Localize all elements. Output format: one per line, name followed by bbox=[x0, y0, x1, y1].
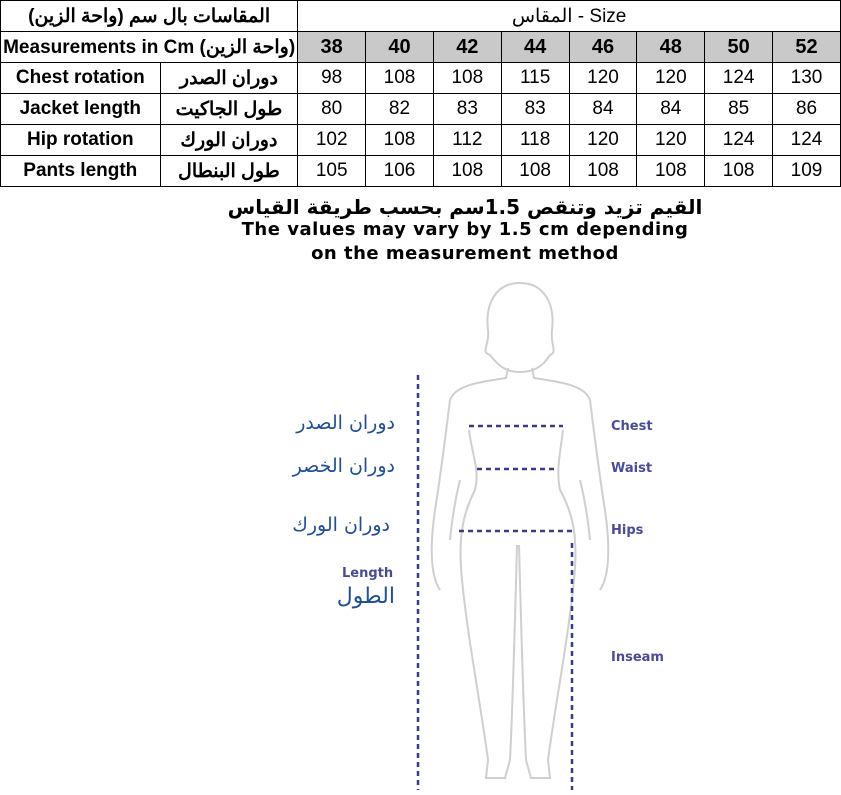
row-label-ar: دوران الورك bbox=[160, 125, 298, 156]
woman-silhouette-icon bbox=[432, 283, 609, 778]
label-ar-waist: دوران الخصر bbox=[292, 455, 395, 477]
cell-value: 108 bbox=[366, 125, 434, 156]
row-label-ar: دوران الصدر bbox=[160, 63, 298, 94]
cell-value: 120 bbox=[637, 63, 705, 94]
cell-value: 118 bbox=[501, 125, 569, 156]
size-50: 50 bbox=[705, 32, 773, 63]
cell-value: 106 bbox=[366, 156, 434, 187]
cell-value: 120 bbox=[569, 125, 637, 156]
cell-value: 108 bbox=[366, 63, 434, 94]
cell-value: 108 bbox=[705, 156, 773, 187]
cell-value: 124 bbox=[705, 63, 773, 94]
cell-value: 83 bbox=[501, 94, 569, 125]
note-en-2: on the measurement method bbox=[311, 243, 619, 264]
cell-value: 108 bbox=[637, 156, 705, 187]
row-label-en: Hip rotation bbox=[1, 125, 161, 156]
label-chest: Chest bbox=[611, 419, 653, 434]
size-38: 38 bbox=[298, 32, 366, 63]
cell-value: 86 bbox=[773, 94, 841, 125]
cell-value: 108 bbox=[569, 156, 637, 187]
cell-value: 115 bbox=[501, 63, 569, 94]
size-42: 42 bbox=[433, 32, 501, 63]
size-48: 48 bbox=[637, 32, 705, 63]
row-label-en: Jacket length bbox=[1, 94, 161, 125]
size-46: 46 bbox=[569, 32, 637, 63]
cell-value: 109 bbox=[773, 156, 841, 187]
row-label-en: Chest rotation bbox=[1, 63, 161, 94]
label-inseam: Inseam bbox=[611, 650, 664, 665]
cell-value: 82 bbox=[366, 94, 434, 125]
row-label-en: Pants length bbox=[1, 156, 161, 187]
cell-value: 108 bbox=[433, 63, 501, 94]
label-length-en: Length bbox=[342, 566, 394, 581]
label-length-ar: الطول bbox=[336, 584, 395, 609]
cell-value: 102 bbox=[298, 125, 366, 156]
cell-value: 112 bbox=[433, 125, 501, 156]
table-subtitle: Measurements in Cm (واحة الزين) bbox=[1, 32, 298, 63]
cell-value: 108 bbox=[501, 156, 569, 187]
row-label-ar: طول الجاكيت bbox=[160, 94, 298, 125]
size-40: 40 bbox=[366, 32, 434, 63]
label-waist: Waist bbox=[611, 461, 653, 476]
cell-value: 80 bbox=[298, 94, 366, 125]
cell-value: 124 bbox=[773, 125, 841, 156]
cell-value: 84 bbox=[637, 94, 705, 125]
cell-value: 98 bbox=[298, 63, 366, 94]
cell-value: 130 bbox=[773, 63, 841, 94]
size-header: المقاس - Size bbox=[298, 1, 841, 32]
size-44: 44 bbox=[501, 32, 569, 63]
cell-value: 83 bbox=[433, 94, 501, 125]
cell-value: 85 bbox=[705, 94, 773, 125]
cell-value: 120 bbox=[569, 63, 637, 94]
cell-value: 105 bbox=[298, 156, 366, 187]
row-label-ar: طول البنطال bbox=[160, 156, 298, 187]
label-ar-hip: دوران الورك bbox=[292, 514, 390, 536]
cell-value: 108 bbox=[433, 156, 501, 187]
cell-value: 84 bbox=[569, 94, 637, 125]
table-title-ar: المقاسات بال سم (واحة الزين) bbox=[1, 1, 298, 32]
cell-value: 120 bbox=[637, 125, 705, 156]
size-52: 52 bbox=[773, 32, 841, 63]
label-ar-chest: دوران الصدر bbox=[296, 412, 395, 434]
note-ar: القيم تزيد وتنقص 1.5سم بحسب طريقة القياس bbox=[227, 195, 703, 219]
label-hips: Hips bbox=[611, 523, 644, 538]
note-en-1: The values may vary by 1.5 cm depending bbox=[241, 219, 689, 240]
cell-value: 124 bbox=[705, 125, 773, 156]
